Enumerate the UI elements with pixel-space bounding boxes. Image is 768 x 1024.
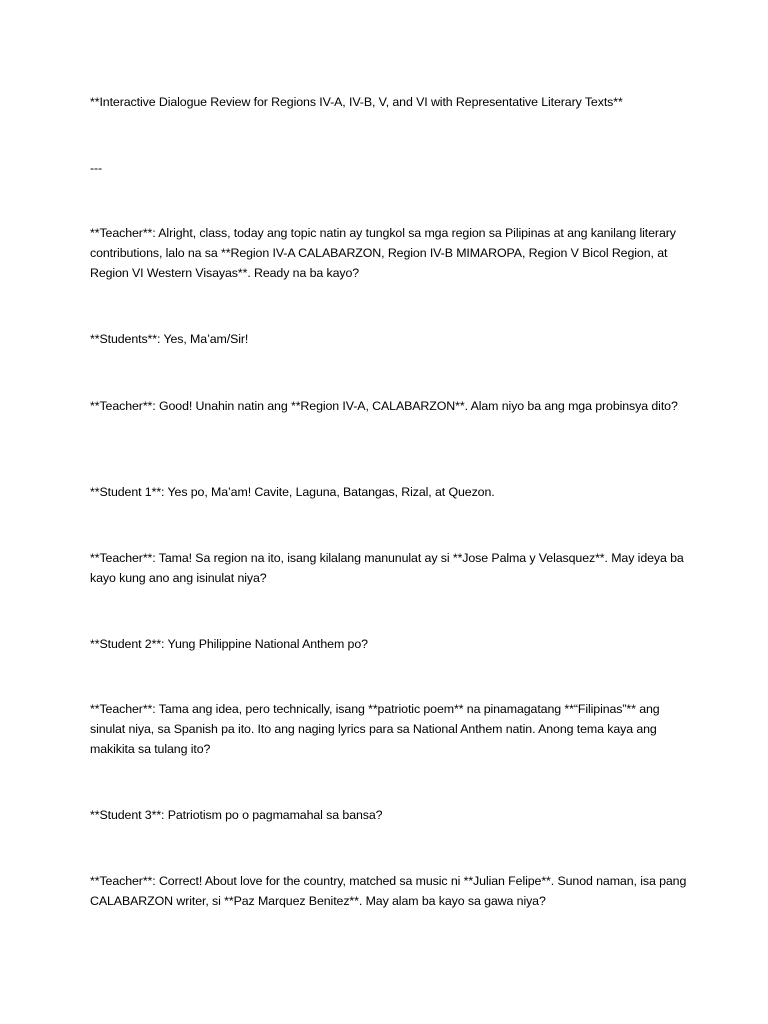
dialogue-teacher-benitez: **Teacher**: Correct! About love for the country, matched sa music ni **Julian Felipe**. Sunod naman, isa pang CALABARZON writer, si **Paz Marquez Benitez**. May alam ba kayo sa gawa niya? xyxy=(90,874,687,908)
dialogue-teacher-palma: **Teacher**: Tama! Sa region na ito, isang kilalang manunulat ay si **Jose Palma y Velasquez**. May ideya ba kayo kung ano ang isinulat niya? xyxy=(90,551,684,585)
dialogue-teacher-intro: **Teacher**: Alright, class, today ang topic natin ay tungkol sa mga region sa Pilipinas at ang kanilang literary contributions, lalo na sa **Region IV-A CALABARZON, Region IV-B MIMAROPA, Region V Bicol Region, at Region VI Western Visayas**. Ready na ba kayo? xyxy=(90,226,676,280)
dialogue-student-2: **Student 2**: Yung Philippine National Anthem po? xyxy=(90,637,368,651)
dialogue-teacher-filipinas: **Teacher**: Tama ang idea, pero technically, isang **patriotic poem** na pinamagatang **“Filipinas”** ang sinulat niya, sa Spanish pa ito. Ito ang naging lyrics para sa National Anthem natin. Anong tema kaya ang makikita sa tulang ito? xyxy=(90,702,660,756)
dialogue-student-1: **Student 1**: Yes po, Ma’am! Cavite, Laguna, Batangas, Rizal, at Quezon. xyxy=(90,485,495,499)
dialogue-students-reply: **Students**: Yes, Ma’am/Sir! xyxy=(90,332,249,346)
document-title: **Interactive Dialogue Review for Regions IV-A, IV-B, V, and VI with Representative Literary Texts** xyxy=(90,95,623,109)
dialogue-student-3: **Student 3**: Patriotism po o pagmamahal sa bansa? xyxy=(90,808,383,822)
separator: --- xyxy=(90,161,103,175)
dialogue-teacher-calabarzon: **Teacher**: Good! Unahin natin ang **Region IV-A, CALABARZON**. Alam niyo ba ang mga probinsya dito? xyxy=(90,399,678,413)
